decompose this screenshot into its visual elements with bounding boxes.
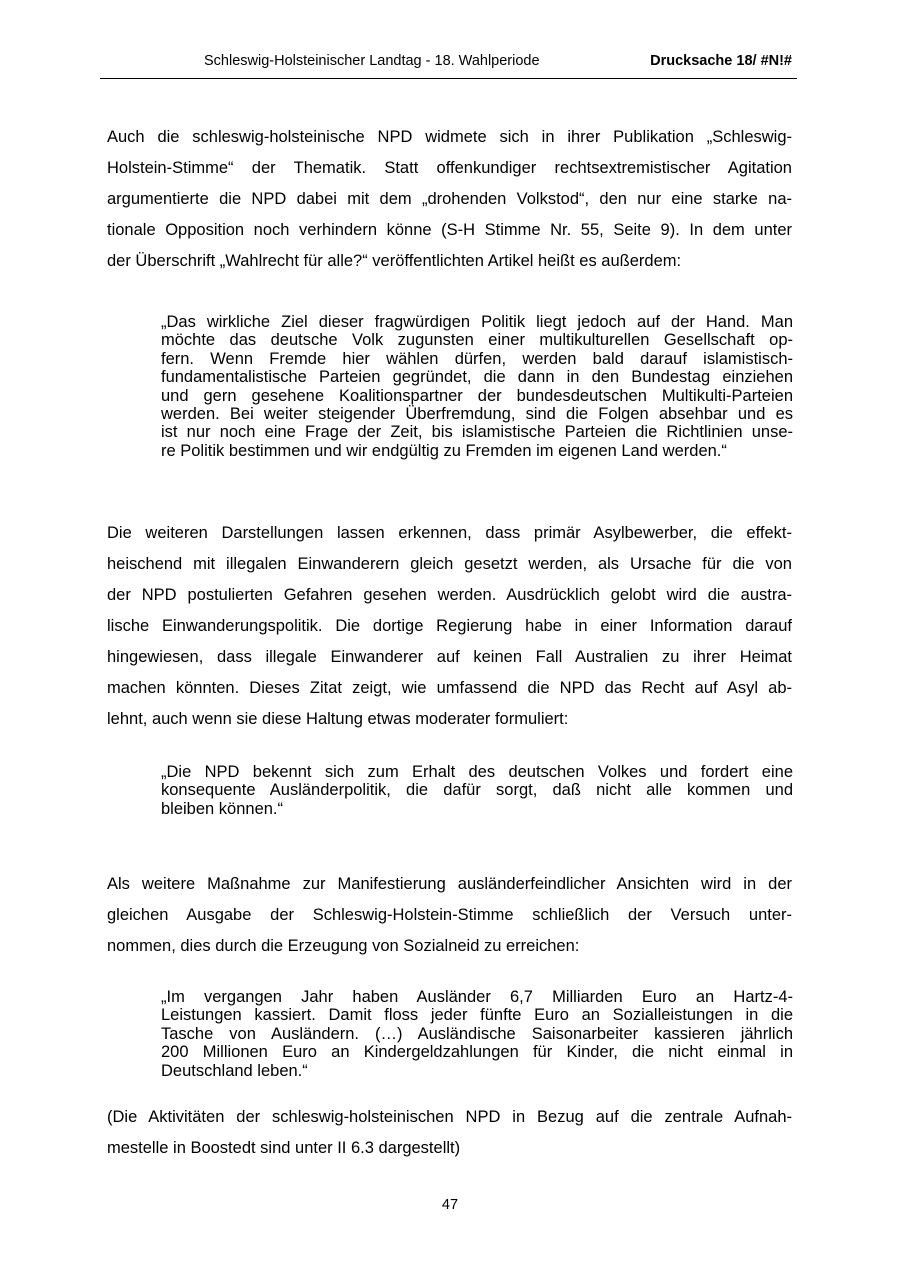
- text-line: tionale Opposition noch verhindern könne (S-H Stimme Nr. 55, Seite 9). In dem unter: [107, 221, 792, 239]
- header-title: Schleswig-Holsteinischer Landtag - 18. Wahlperiode: [204, 53, 540, 69]
- text-line: Auch die schleswig-holsteinische NPD widmete sich in ihrer Publikation „Schleswig-: [107, 128, 792, 146]
- paragraph-boostedt-note: [107, 1102, 792, 1164]
- quote-line: bleiben können.“: [161, 799, 284, 818]
- quote-line: konsequente Ausländerpolitik, die dafür sorgt, daß nicht alle kommen und: [161, 781, 793, 800]
- text-line: mestelle in Boostedt sind unter II 6.3 dargestellt): [107, 1139, 461, 1157]
- text-line: machen könnten. Dieses Zitat zeigt, wie umfassend die NPD das Recht auf Asyl ab-: [107, 679, 792, 697]
- quote-auslaenderpolitik: [161, 763, 793, 818]
- quote-line: fundamentalistische Parteien gegründet, die dann in den Bundestag einziehen: [161, 368, 793, 387]
- quote-line: 200 Millionen Euro an Kindergeldzahlungen für Kinder, die nicht einmal in: [161, 1043, 793, 1062]
- document-reference: Drucksache 18/ #N!#: [650, 53, 792, 69]
- text-line: lehnt, auch wenn sie diese Haltung etwas moderater formuliert:: [107, 710, 569, 728]
- text-line: nommen, dies durch die Erzeugung von Sozialneid zu erreichen:: [107, 937, 580, 955]
- text-line: der Überschrift „Wahlrecht für alle?“ veröffentlichten Artikel heißt es außerdem:: [107, 252, 682, 270]
- quote-line: werden. Bei weiter steigender Überfremdung, sind die Folgen absehbar und es: [161, 405, 793, 424]
- paragraph-sozialneid: [107, 869, 792, 962]
- text-line: Als weitere Maßnahme zur Manifestierung ausländerfeindlicher Ansichten wird in der: [107, 875, 792, 893]
- quote-line: „Im vergangen Jahr haben Ausländer 6,7 Milliarden Euro an Hartz-4-: [161, 988, 793, 1006]
- quote-line: ist nur noch eine Frage der Zeit, bis islamistische Parteien die Richtlinien unse-: [161, 423, 793, 442]
- quote-hartz4: [161, 988, 793, 1080]
- quote-line: und gern gesehene Koalitionspartner der bundesdeutschen Multikulti-Parteien: [161, 386, 793, 405]
- text-line: Die weiteren Darstellungen lassen erkennen, dass primär Asylbewerber, die effekt-: [107, 524, 792, 542]
- text-line: gleichen Ausgabe der Schleswig-Holstein-Stimme schließlich der Versuch unter-: [107, 906, 792, 924]
- quote-line: Tasche von Ausländern. (…) Ausländische Saisonarbeiter kassieren jährlich: [161, 1024, 793, 1043]
- quote-line: Deutschland leben.“: [161, 1061, 308, 1080]
- text-line: lische Einwanderungspolitik. Die dortige Regierung habe in einer Information darauf: [107, 617, 792, 635]
- quote-line: re Politik bestimmen und wir endgültig zu Fremden im eigenen Land werden.“: [161, 441, 727, 460]
- quote-wahlrecht: [161, 313, 793, 460]
- quote-line: möchte das deutsche Volk zugunsten einer multikulturellen Gesellschaft op-: [161, 331, 793, 350]
- text-line: (Die Aktivitäten der schleswig-holsteinischen NPD in Bezug auf die zentrale Aufnah-: [107, 1108, 792, 1126]
- text-line: argumentierte die NPD dabei mit dem „drohenden Volkstod“, den nur eine starke na-: [107, 190, 792, 208]
- quote-line: „Das wirkliche Ziel dieser fragwürdigen Politik liegt jedoch auf der Hand. Man: [161, 313, 793, 331]
- quote-line: Leistungen kassiert. Damit floss jeder fünfte Euro an Sozialleistungen in die: [161, 1006, 793, 1025]
- page-header: [100, 50, 797, 79]
- text-line: der NPD postulierten Gefahren gesehen werden. Ausdrücklich gelobt wird die austra-: [107, 586, 792, 604]
- text-line: Holstein-Stimme“ der Thematik. Statt offenkundiger rechtsextremistischer Agitation: [107, 159, 792, 177]
- quote-line: „Die NPD bekennt sich zum Erhalt des deutschen Volkes und fordert eine: [161, 763, 793, 781]
- page-number: 47: [441, 1197, 459, 1213]
- quote-line: fern. Wenn Fremde hier wählen dürfen, werden bald darauf islamistisch-: [161, 349, 793, 368]
- text-line: heischend mit illegalen Einwanderern gleich gesetzt werden, als Ursache für die von: [107, 555, 792, 573]
- paragraph-asylum: [107, 518, 792, 735]
- text-line: hingewiesen, dass illegale Einwanderer auf keinen Fall Australien zu ihrer Heimat: [107, 648, 792, 666]
- paragraph-npd-publication: [107, 122, 792, 277]
